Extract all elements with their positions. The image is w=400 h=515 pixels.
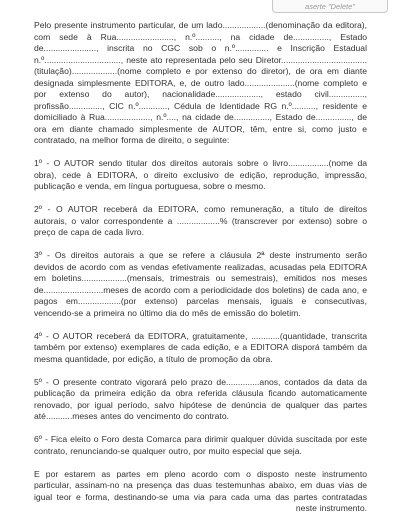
editing-hint [272, 0, 388, 13]
contract-preamble: Pelo presente instrumento particular, de um lado..................(denominação da editora), com sede à Rua........................, n.º.........., na cidade de..............., Estado de......................, inscrita no CGC sob o n.º.............. e Inscrição Estadual n.º................................, neste ato representada pelo seu Diretor....................................(titulação)...................(nome completo e por extenso do diretor), de ora em diante designada simplesmente EDITORA, e, de outro lado.....................(nome completo e por extenso do autor), nacionalidade..................., estado civil..............., profissão.............., CIC n.º............, Cédula de Identidade RG n.º.........., residente e domiciliado à Rua..................., n.º...., na cidade de..............., Estado de..............., de ora em diante chamado simplesmente de AUTOR, têm, entre si, como justo e contratado, na melhor forma de direito, o seguinte: [34, 20, 367, 145]
contract-document [34, 20, 367, 515]
clause-6: 6º - Fica eleito o Foro desta Comarca para dirimir qualquer dúvida suscitada por este contrato, renunciando-se qualquer outro, por muito especial que seja. [34, 434, 367, 456]
clause-2: 2º - O AUTOR receberá da EDITORA, como remuneração, a título de direitos autorais, o valor correspondente a ..................% (transcrever por extenso) sobre o preço de capa de cada livro. [34, 204, 367, 237]
clause-3: 3º - Os direitos autorais a que se refere a cláusula 2ª deste instrumento serão devidos de acordo com as vendas efetivamente realizadas, acusadas pela EDITORA em boletins...................(mensais, trimestrais ou semestrais), emitidos nos meses de.........................meses de acordo com a periodicidade dos boletins) de cada ano, e pagos em..................(por extenso) parcelas mensais, iguais e consecutivas, vencendo-se a primeira no último dia do mês de emissão do boletim. [34, 250, 367, 318]
closing-paragraph: E por estarem as partes em pleno acordo com o disposto neste instrumento particular, assinam-no na presença das duas testemunhas abaixo, em duas vias de igual teor e forma, destinando-se uma via para cada uma das partes contratadas neste instrumento. [34, 468, 367, 513]
clause-4: 4º - O AUTOR receberá da EDITORA, gratuitamente, ............(quantidade, transcrita também por extenso) exemplares de cada edição, e a EDITORA disporá também da mesma quantidade, por edição, a título de promoção da obra. [34, 330, 367, 364]
editing-hint-text: aserte "Delete" [305, 2, 355, 11]
clause-5: 5º - O presente contrato vigorará pelo prazo de..............anos, contados da data da publicação da primeira edição da obra referida cláusula ficando automaticamente renovado, por igual período, salvo hipótese de denúncia de qualquer das partes até...........meses antes do vencimento do contrato. [34, 376, 367, 421]
clause-1: 1º - O AUTOR sendo titular dos direitos autorais sobre o livro.................(nome da obra), cede à EDITORA, o direito exclusivo de edição, reprodução, impressão, publicação e venda, em língua portuguesa, sobre o mesmo. [34, 158, 367, 191]
